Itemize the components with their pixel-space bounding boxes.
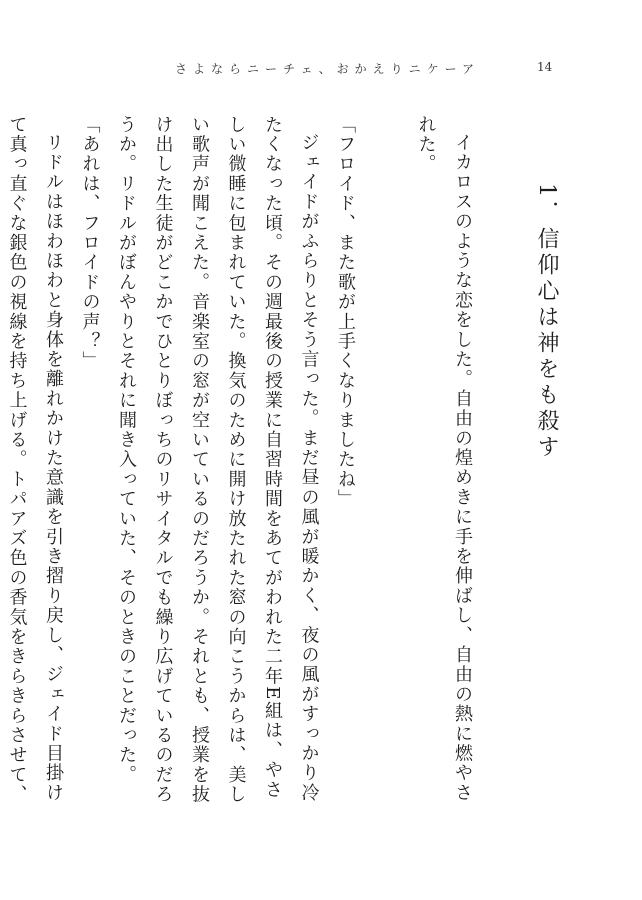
page-number: 14 [537, 60, 553, 74]
body-paragraph: リドルはほわほわと身体を離れかけた意識を引き摺り戻し、ジェイド目掛けて真っ直ぐな銀色の視線を持ち上げる。トパアズ色の香気をきらきらさせて、 [6, 115, 64, 805]
body-paragraph: ジェイドがふらりとそう言った。まだ昼の風が暖かく、夜の風がすっかり冷たくなった頃。その週最後の授業に自習時間をあてがわれた二年E組は、やさしい微睡に包まれていた。換気のために開け放たれた窓の向こうからは、美しい歌声が聞こえた。音楽室の窓が空いているのだろうか。それとも、授業を抜け出した生徒がどこかでひとりぼっちのリサイタルでも繰り広げているのだろうか。リドルがぼんやりとそれに聞き入っていた、そのときのことだった。 [116, 115, 320, 805]
opening-paragraph: イカロスのような恋をした。自由の煌めきに手を伸ばし、自由の熱に燃やされた。 [415, 115, 473, 803]
dialogue-line: 「あれは、フロイドの声？」 [79, 115, 101, 372]
vertical-body-text [0, 115, 564, 805]
dialogue-line: 「フロイド、また歌が上手くなりましたね」 [335, 115, 356, 509]
chapter-title: 1．信仰心は神をも殺す [534, 183, 559, 461]
running-header-title: さよならニーチェ、おかえりニケーア [175, 62, 481, 76]
